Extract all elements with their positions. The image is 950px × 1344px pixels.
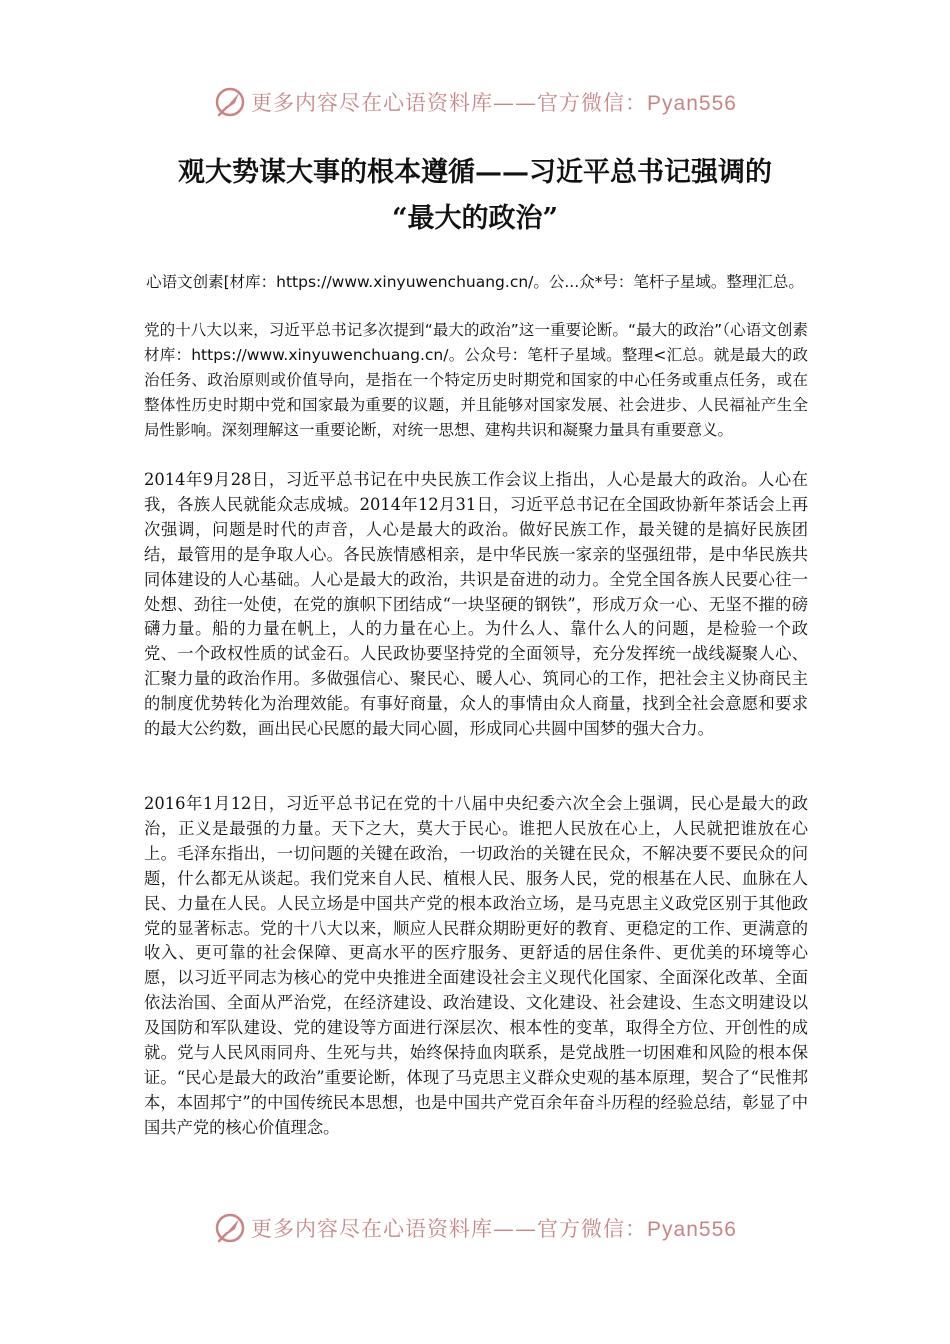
- banner-wechat-id: Pyan556: [647, 1218, 737, 1241]
- banner-text: [251, 1213, 737, 1243]
- banner-main-text: 更多内容尽在心语资料库: [251, 91, 494, 115]
- title-line-1: 观大势谋大事的根本遵循——习近平总书记强调的: [178, 157, 772, 188]
- banner-label: 官方微信：: [537, 1217, 648, 1241]
- banner-text: [251, 87, 737, 117]
- intro-paragraph: 党的十八大以来，习近平总书记多次提到“最大的政治”这一重要论断。“最大的政治”（心语文创素材库：https://www.xinyuwenchuang.cn/。公众号：笔杆子星域。整理<汇总。就是最大的政治任务、政治原则或价值导向，是指在一个特定历史时期党和国家的中心任务或重点任务，或在整体性历史时期中党和国家最为重要的议题，并且能够对国家发展、社会进步、人民福祉产生全局性影响。深刻理解这一重要论断，对统一思想、建构共识和凝聚力量具有重要意义。: [144, 321, 808, 439]
- source-note: 心语文创素[材库：https://www.xinyuwenchuang.cn/。公...众*号：笔杆子星域。整理汇总。: [146, 273, 804, 291]
- body-paragraph-2: 2016年1月12日，习近平总书记在党的十八届中央纪委六次全会上强调，民心是最大的政治，正义是最强的力量。天下之大，莫大于民心。谁把人民放在心上，人民就把谁放在心上。毛泽东指出，一切问题的关键在政治，一切政治的关键在民众，不解决要不要民众的问题，什么都无从谈起。我们党来自人民、植根人民、服务人民，党的根基在人民、血脉在人民、力量在人民。人民立场是中国共产党的根本政治立场，是马克思主义政党区别于其他政党的显著标志。党的十八大以来，顺应人民群众期盼更好的教育、更稳定的工作、更满意的收入、更可靠的社会保障、更高水平的医疗服务、更舒适的居住条件、更优美的环境等心愿，以习近平同志为核心的党中央推进全面建设社会主义现代化国家、全面深化改革、全面依法治国、全面从严治党，在经济建设、政治建设、文化建设、社会建设、生态文明建设以及国防和军队建设、党的建设等方面进行深层次、根本性的变革，取得全方位、开创性的成就。党与人民风雨同舟、生死与共，始终保持血肉联系，是党战胜一切困难和风险的根本保证。“民心是最大的政治”重要论断，体现了马克思主义群众史观的基本原理，契合了“民惟邦本，本固邦宁”的中国传统民本思想，也是中国共产党百余年奋斗历程的经验总结，彰显了中国共产党的核心价值理念。: [144, 794, 808, 1137]
- footer-banner: [0, 1208, 950, 1248]
- body-paragraph-1: 2014年9月28日，习近平总书记在中央民族工作会议上指出，人心是最大的政治。人心在我，各族人民就能众志成城。2014年12月31日，习近平总书记在全国政协新年茶话会上再次强调，问题是时代的声音，人心是最大的政治。做好民族工作，最关键的是搞好民族团结，最管用的是争取人心。各民族情感相亲，是中华民族一家亲的坚强纽带，是中华民族共同体建设的人心基础。人心是最大的政治，共识是奋进的动力。全党全国各族人民要心往一处想、劲往一处使，在党的旗帜下团结成“一块坚硬的钢铁”，形成万众一心、无坚不摧的磅礴力量。船的力量在帆上，人的力量在心上。为什么人、靠什么人的问题，是检验一个政党、一个政权性质的试金石。人民政协要坚持党的全面领导，充分发挥统一战线凝聚人心、汇聚力量的政治作用。多做强信心、聚民心、暖人心、筑同心的工作，把社会主义协商民主的制度优势转化为治理效能。有事好商量，众人的事情由众人商量，找到全社会意愿和要求的最大公约数，画出民心民愿的最大同心圆，形成同心共圆中国梦的强大合力。: [144, 470, 808, 739]
- banner-dash: ——: [493, 1217, 538, 1241]
- banner-main-text: 更多内容尽在心语资料库: [251, 1217, 494, 1241]
- title-line-2: “最大的政治”: [391, 203, 559, 234]
- quill-logo-icon: [213, 1211, 247, 1245]
- page-title: [120, 150, 830, 242]
- quill-logo-icon: [213, 85, 247, 119]
- header-banner: [0, 82, 950, 122]
- banner-wechat-id: Pyan556: [647, 92, 737, 115]
- banner-label: 官方微信：: [537, 91, 648, 115]
- banner-dash: ——: [493, 91, 538, 115]
